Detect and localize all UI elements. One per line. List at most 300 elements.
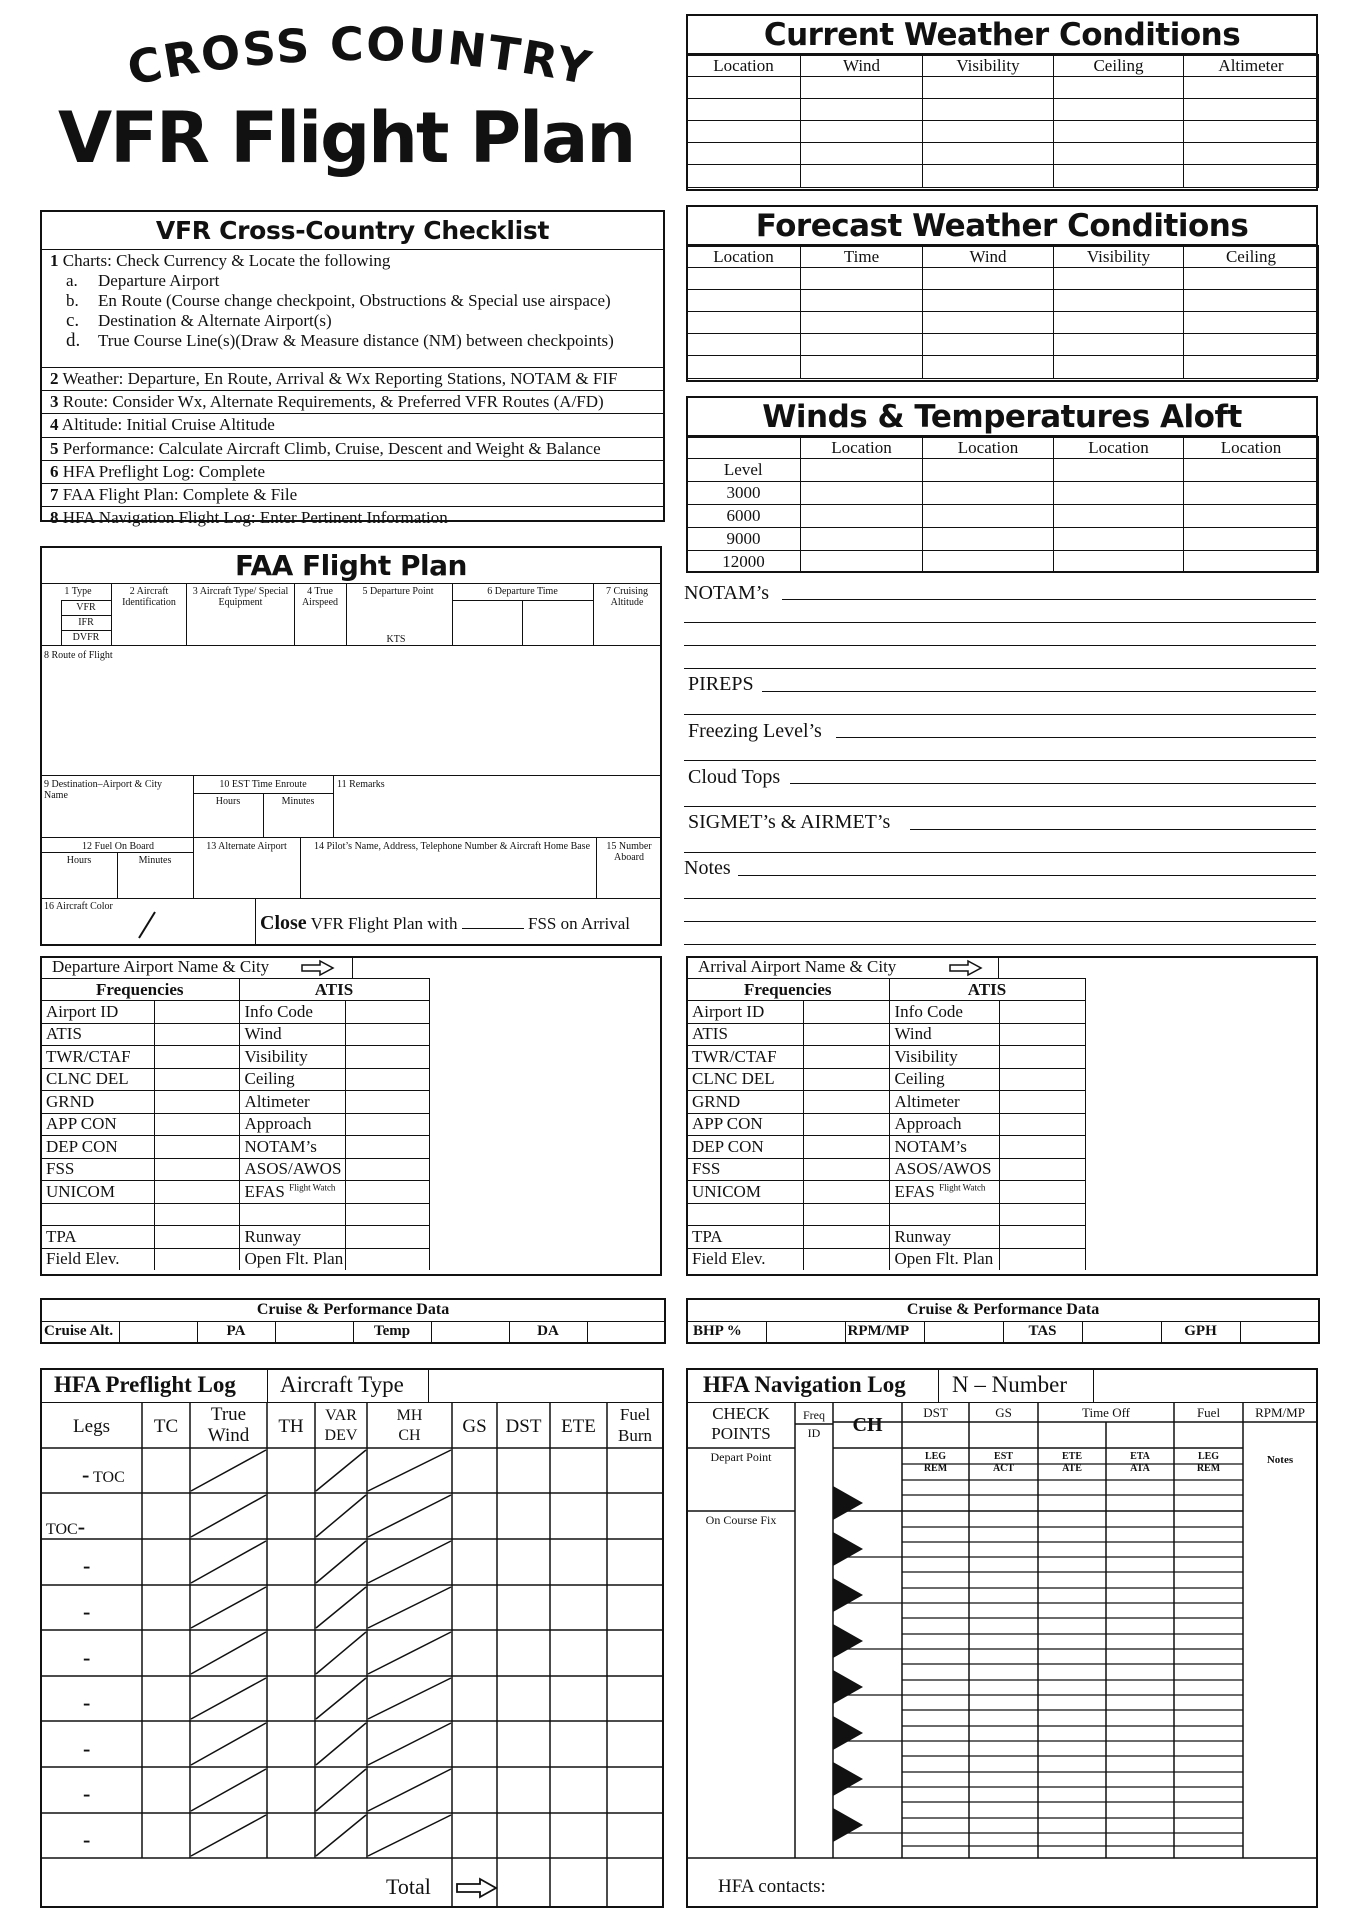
frequencies-header: Frequencies bbox=[41, 979, 239, 1001]
atis-value[interactable] bbox=[345, 1136, 429, 1159]
col-header: Location bbox=[801, 437, 923, 459]
freq-value[interactable] bbox=[803, 1226, 889, 1249]
field-type-label: 1 Type bbox=[64, 586, 92, 597]
col-th: TH bbox=[278, 1416, 304, 1437]
col-header bbox=[687, 437, 801, 459]
col-gs: GS bbox=[995, 1405, 1012, 1420]
sigmets-line[interactable] bbox=[910, 829, 1316, 830]
cruise-value[interactable] bbox=[766, 1321, 845, 1343]
sub-ete-ate: ETE ATE bbox=[1061, 1451, 1082, 1474]
cell[interactable] bbox=[1054, 99, 1184, 121]
cruise-value[interactable] bbox=[1240, 1321, 1319, 1343]
col-ch: CH bbox=[852, 1414, 883, 1436]
col-header: Wind bbox=[801, 55, 923, 77]
total-label: Total bbox=[386, 1874, 431, 1899]
freq-value[interactable] bbox=[154, 1091, 239, 1114]
cell[interactable] bbox=[1184, 143, 1319, 165]
cell[interactable] bbox=[687, 290, 801, 312]
cell[interactable] bbox=[1184, 356, 1319, 379]
checklist-item: 6 HFA Preflight Log: Complete bbox=[42, 461, 663, 484]
sub-eta-ata: ETA ATA bbox=[1130, 1451, 1150, 1474]
cell[interactable] bbox=[1184, 551, 1319, 573]
cell[interactable] bbox=[1054, 356, 1184, 379]
sub-leg-rem: LEG REM bbox=[1196, 1451, 1221, 1474]
cloud-tops-line[interactable] bbox=[684, 806, 1316, 807]
atis-label: Info Code bbox=[889, 1001, 999, 1024]
atis-label: Altimeter bbox=[239, 1091, 345, 1114]
atis-label: Ceiling bbox=[889, 1068, 999, 1091]
cell[interactable] bbox=[1054, 334, 1184, 356]
cruise-value[interactable] bbox=[587, 1321, 665, 1343]
level-value: 12000 bbox=[687, 551, 801, 573]
cell[interactable] bbox=[801, 528, 923, 551]
cell[interactable] bbox=[923, 268, 1054, 290]
notes-line[interactable] bbox=[738, 875, 1316, 876]
col-fuel-burn: Fuel Burn bbox=[618, 1405, 652, 1445]
notams-line[interactable] bbox=[684, 645, 1316, 646]
preflight-grid bbox=[41, 1402, 663, 1907]
freq-value[interactable] bbox=[803, 1181, 889, 1204]
col-true-wind: True Wind bbox=[207, 1404, 250, 1446]
cell[interactable] bbox=[1054, 551, 1184, 573]
sigmets-label: SIGMET’s & AIRMET’s bbox=[688, 811, 891, 833]
cell[interactable] bbox=[923, 356, 1054, 379]
field-departure-time[interactable]: 6 Departure Time bbox=[487, 586, 558, 597]
cell[interactable] bbox=[801, 459, 923, 482]
atis-value[interactable] bbox=[999, 1046, 1085, 1069]
type-vfr[interactable]: VFR bbox=[76, 602, 96, 613]
atis-value[interactable] bbox=[999, 1023, 1085, 1046]
freq-label: Airport ID bbox=[687, 1001, 803, 1024]
cell[interactable] bbox=[1184, 528, 1319, 551]
atis-label: NOTAM’s bbox=[239, 1136, 345, 1159]
field-route-of-flight[interactable]: 8 Route of Flight bbox=[44, 650, 113, 661]
cruise-label: Temp bbox=[353, 1321, 431, 1343]
freq-label: ATIS bbox=[687, 1023, 803, 1046]
cell[interactable] bbox=[687, 143, 801, 165]
cell[interactable] bbox=[801, 165, 923, 188]
cell[interactable] bbox=[1054, 505, 1184, 528]
faa-title: FAA Flight Plan bbox=[42, 548, 660, 584]
cruise-value[interactable] bbox=[119, 1321, 197, 1343]
cell[interactable] bbox=[1054, 143, 1184, 165]
cell[interactable] bbox=[923, 505, 1054, 528]
field-destination[interactable]: 9 Destination–Airport & City Name bbox=[44, 779, 163, 801]
field-remarks[interactable]: 11 Remarks bbox=[337, 779, 385, 790]
departure-freq-table bbox=[41, 978, 430, 1270]
cell[interactable] bbox=[923, 143, 1054, 165]
leg-dash: - bbox=[83, 1781, 91, 1806]
field-number-aboard[interactable]: 15 Number Aboard bbox=[606, 841, 652, 863]
freq-label: TWR/CTAF bbox=[687, 1046, 803, 1069]
atis-value[interactable] bbox=[999, 1181, 1085, 1204]
depart-point-label: Depart Point bbox=[710, 1450, 772, 1464]
cell[interactable] bbox=[1184, 121, 1319, 143]
freq-value[interactable] bbox=[803, 1001, 889, 1024]
cell[interactable] bbox=[801, 268, 923, 290]
leg-dash: - bbox=[83, 1553, 91, 1578]
freq-value[interactable] bbox=[803, 1091, 889, 1114]
cruise-label: GPH bbox=[1161, 1321, 1240, 1343]
col-time-off: Time Off bbox=[1081, 1405, 1131, 1420]
atis-label: Approach bbox=[239, 1113, 345, 1136]
atis-value[interactable] bbox=[999, 1226, 1085, 1249]
freq-label: APP CON bbox=[41, 1113, 154, 1136]
cell[interactable] bbox=[1054, 290, 1184, 312]
aircraft-type-label[interactable]: Aircraft Type bbox=[280, 1372, 404, 1397]
atis-value[interactable] bbox=[999, 1248, 1085, 1270]
atis-label: EFAS $^{Flight Watch}$ bbox=[889, 1181, 999, 1204]
cell[interactable] bbox=[1184, 99, 1319, 121]
winds-aloft-table bbox=[686, 436, 1319, 573]
svg-text:CROSS COUNTRY: CROSS COUNTRY bbox=[122, 20, 598, 96]
checklist-item: 4 Altitude: Initial Cruise Altitude bbox=[42, 414, 663, 437]
cruise-label: BHP % bbox=[687, 1321, 766, 1343]
atis-label: Visibility bbox=[889, 1046, 999, 1069]
cell[interactable] bbox=[687, 356, 801, 379]
atis-label: ASOS/AWOS bbox=[239, 1158, 345, 1181]
freq-label: APP CON bbox=[687, 1113, 803, 1136]
freq-value[interactable] bbox=[154, 1023, 239, 1046]
preflight-title: HFA Preflight Log bbox=[54, 1372, 236, 1397]
field-fuel-on-board[interactable]: 12 Fuel On Board bbox=[82, 841, 154, 852]
atis-value[interactable] bbox=[999, 1113, 1085, 1136]
col-header: Visibility bbox=[923, 55, 1054, 77]
checklist-item-1: 1 Charts: Check Currency & Locate the following a. Departure Airport b. En Route (Course change checkpoint, Obstructions & Special use airspace) c. Destination & Alternate Airport(s) d. True Course Line(s)(Draw & Measure distance (NM) between checkpoints) bbox=[42, 250, 663, 368]
freq-value[interactable] bbox=[154, 1203, 239, 1226]
field-alternate-airport[interactable]: 13 Alternate Airport bbox=[206, 841, 287, 852]
atis-value[interactable] bbox=[999, 1158, 1085, 1181]
level-value: 3000 bbox=[687, 482, 801, 505]
freezing-level-line[interactable] bbox=[836, 737, 1316, 738]
atis-value[interactable] bbox=[345, 1248, 429, 1270]
cell[interactable] bbox=[923, 482, 1054, 505]
atis-value[interactable] bbox=[345, 1046, 429, 1069]
atis-value[interactable] bbox=[999, 1068, 1085, 1091]
leg-dash: - bbox=[83, 1645, 91, 1670]
leg-dash: - bbox=[83, 1827, 91, 1852]
freq-value[interactable] bbox=[803, 1046, 889, 1069]
cell[interactable] bbox=[1054, 528, 1184, 551]
type-ifr[interactable]: IFR bbox=[78, 617, 94, 628]
cloud-tops-label: Cloud Tops bbox=[688, 766, 781, 788]
notams-line[interactable] bbox=[684, 668, 1316, 669]
atis-label: ASOS/AWOS bbox=[889, 1158, 999, 1181]
slash-mark bbox=[135, 910, 159, 940]
cell[interactable] bbox=[801, 482, 923, 505]
hours-label: Hours bbox=[66, 855, 92, 866]
freq-label: TPA bbox=[687, 1226, 803, 1249]
freq-value[interactable] bbox=[803, 1136, 889, 1159]
notes-line[interactable] bbox=[684, 944, 1316, 945]
cell[interactable] bbox=[923, 121, 1054, 143]
freq-label: ATIS bbox=[41, 1023, 154, 1046]
freq-value[interactable] bbox=[803, 1068, 889, 1091]
col-tc: TC bbox=[153, 1416, 179, 1437]
col-header: Location bbox=[687, 55, 801, 77]
hfa-contacts-label: HFA contacts: bbox=[718, 1876, 826, 1897]
leg-toc: - TOC bbox=[82, 1462, 125, 1487]
cell[interactable] bbox=[801, 505, 923, 528]
field-aircraft-type[interactable]: 3 Aircraft Type/ Special Equipment bbox=[192, 586, 289, 608]
freq-label: Field Elev. bbox=[687, 1248, 803, 1270]
freq-value[interactable] bbox=[803, 1113, 889, 1136]
freq-value[interactable] bbox=[154, 1181, 239, 1204]
frequencies-header: Frequencies bbox=[687, 979, 889, 1001]
cell[interactable] bbox=[1054, 268, 1184, 290]
cell[interactable] bbox=[687, 77, 801, 99]
cell[interactable] bbox=[923, 99, 1054, 121]
cell[interactable] bbox=[1184, 482, 1319, 505]
cell[interactable] bbox=[1054, 312, 1184, 334]
atis-value[interactable] bbox=[345, 1091, 429, 1114]
cruise-value[interactable] bbox=[924, 1321, 1003, 1343]
col-gs: GS bbox=[462, 1416, 487, 1437]
cell[interactable] bbox=[801, 551, 923, 573]
atis-value[interactable] bbox=[345, 1113, 429, 1136]
field-cruising-altitude[interactable]: 7 Cruising Altitude bbox=[606, 586, 648, 608]
checklist-title: VFR Cross-Country Checklist bbox=[42, 212, 663, 250]
atis-label: Info Code bbox=[239, 1001, 345, 1024]
freezing-level-label: Freezing Level’s bbox=[688, 720, 822, 742]
navlog-grid bbox=[687, 1402, 1317, 1907]
cruise-data-right bbox=[686, 1298, 1320, 1344]
cell[interactable] bbox=[1184, 77, 1319, 99]
cloud-tops-line[interactable] bbox=[790, 783, 1316, 784]
winds-aloft-title: Winds & Temperatures Aloft bbox=[688, 398, 1316, 438]
cruise-label: Cruise Alt. bbox=[41, 1321, 119, 1343]
cell[interactable] bbox=[687, 121, 801, 143]
field-pilot-info[interactable]: 14 Pilot’s Name, Address, Telephone Number & Aircraft Home Base bbox=[314, 841, 591, 852]
cruise-value[interactable] bbox=[275, 1321, 353, 1343]
hours-label: Hours bbox=[215, 796, 241, 807]
atis-value[interactable] bbox=[999, 1136, 1085, 1159]
atis-label: Open Flt. Plan bbox=[889, 1248, 999, 1270]
cell[interactable] bbox=[687, 99, 801, 121]
col-freq-id: Freq ID bbox=[803, 1408, 825, 1440]
notams-line[interactable] bbox=[684, 622, 1316, 623]
cell[interactable] bbox=[1054, 459, 1184, 482]
freq-label: GRND bbox=[687, 1091, 803, 1114]
col-check-points: CHECK POINTS bbox=[711, 1404, 771, 1443]
freq-label: UNICOM bbox=[687, 1181, 803, 1204]
on-course-fix-label: On Course Fix bbox=[705, 1513, 777, 1527]
notes-label: Notes bbox=[1266, 1454, 1294, 1466]
pireps-line[interactable] bbox=[684, 714, 1316, 715]
cell[interactable] bbox=[923, 290, 1054, 312]
freq-label: FSS bbox=[41, 1158, 154, 1181]
atis-value[interactable] bbox=[999, 1203, 1085, 1226]
notes-label: Notes bbox=[684, 857, 731, 879]
cell[interactable] bbox=[801, 143, 923, 165]
leg-dash: - bbox=[83, 1599, 91, 1624]
arrow-right-icon bbox=[300, 959, 336, 977]
cell[interactable] bbox=[923, 528, 1054, 551]
cruise-title: Cruise & Performance Data bbox=[41, 1299, 665, 1321]
freq-value[interactable] bbox=[154, 1113, 239, 1136]
field-departure-point[interactable]: 5 Departure Point bbox=[362, 586, 434, 597]
checklist-items bbox=[42, 368, 663, 529]
atis-label: Open Flt. Plan bbox=[239, 1248, 345, 1270]
cell[interactable] bbox=[1184, 334, 1319, 356]
atis-value[interactable] bbox=[345, 1158, 429, 1181]
atis-label: EFAS $^{Flight Watch}$ bbox=[239, 1181, 345, 1204]
atis-value[interactable] bbox=[345, 1181, 429, 1204]
cell[interactable] bbox=[1054, 77, 1184, 99]
col-header: Location bbox=[1184, 437, 1319, 459]
cruise-label: PA bbox=[197, 1321, 275, 1343]
atis-label: Wind bbox=[889, 1023, 999, 1046]
current-weather-title: Current Weather Conditions bbox=[688, 16, 1316, 56]
cell[interactable] bbox=[1054, 121, 1184, 143]
freq-value[interactable] bbox=[154, 1136, 239, 1159]
minutes-label: Minutes bbox=[281, 796, 315, 807]
arrow-right-icon bbox=[948, 959, 984, 977]
departure-title: Departure Airport Name & City bbox=[52, 957, 270, 976]
cruise-data-left bbox=[40, 1298, 666, 1344]
freq-value[interactable] bbox=[803, 1248, 889, 1270]
cell[interactable] bbox=[1184, 290, 1319, 312]
checklist-item: 8 HFA Navigation Flight Log: Enter Pertinent Information bbox=[50, 508, 448, 528]
freezing-level-line[interactable] bbox=[684, 760, 1316, 761]
atis-value[interactable] bbox=[345, 1023, 429, 1046]
cell[interactable] bbox=[801, 334, 923, 356]
freq-value[interactable] bbox=[154, 1001, 239, 1024]
sigmets-line[interactable] bbox=[684, 852, 1316, 853]
freq-label: TPA bbox=[41, 1226, 154, 1249]
field-aircraft-color[interactable]: 16 Aircraft Color bbox=[44, 901, 113, 912]
atis-value[interactable] bbox=[999, 1091, 1085, 1114]
cell[interactable] bbox=[1054, 482, 1184, 505]
cruise-label: DA bbox=[509, 1321, 587, 1343]
level-label: Level bbox=[687, 459, 801, 482]
forecast-weather-table bbox=[686, 245, 1319, 379]
atis-label: Ceiling bbox=[239, 1068, 345, 1091]
kts-label: KTS bbox=[386, 634, 406, 645]
pireps-line[interactable] bbox=[762, 691, 1316, 692]
freq-value[interactable] bbox=[154, 1068, 239, 1091]
cell[interactable] bbox=[687, 312, 801, 334]
field-aircraft-id[interactable]: 2 Aircraft Identification bbox=[122, 586, 176, 608]
atis-value[interactable] bbox=[345, 1001, 429, 1024]
atis-label: Approach bbox=[889, 1113, 999, 1136]
col-header: Visibility bbox=[1054, 246, 1184, 268]
arrival-freq-table bbox=[687, 978, 1086, 1270]
leg-dash: - bbox=[83, 1690, 91, 1715]
cell[interactable] bbox=[923, 77, 1054, 99]
atis-value[interactable] bbox=[345, 1226, 429, 1249]
level-value: 6000 bbox=[687, 505, 801, 528]
cell[interactable] bbox=[801, 290, 923, 312]
cell[interactable] bbox=[1184, 268, 1319, 290]
freq-label bbox=[41, 1203, 154, 1226]
atis-label: Runway bbox=[239, 1226, 345, 1249]
atis-value[interactable] bbox=[999, 1001, 1085, 1024]
col-legs: Legs bbox=[73, 1416, 110, 1437]
atis-value[interactable] bbox=[345, 1203, 429, 1226]
cell[interactable] bbox=[801, 312, 923, 334]
cell[interactable] bbox=[923, 334, 1054, 356]
n-number-label[interactable]: N – Number bbox=[952, 1372, 1067, 1397]
pireps-label: PIREPS bbox=[688, 673, 754, 695]
col-rpm-mp: RPM/MP bbox=[1255, 1405, 1305, 1420]
freq-value[interactable] bbox=[803, 1023, 889, 1046]
col-header: Ceiling bbox=[1054, 55, 1184, 77]
cruise-value[interactable] bbox=[431, 1321, 509, 1343]
notes-line[interactable] bbox=[684, 898, 1316, 899]
atis-label bbox=[239, 1203, 345, 1226]
cell[interactable] bbox=[1184, 165, 1319, 188]
cell[interactable] bbox=[687, 334, 801, 356]
level-value: 9000 bbox=[687, 528, 801, 551]
checklist-item: 7 FAA Flight Plan: Complete & File bbox=[42, 484, 663, 507]
freq-value[interactable] bbox=[803, 1158, 889, 1181]
col-header: Location bbox=[687, 246, 801, 268]
col-dst: DST bbox=[923, 1405, 948, 1420]
cell[interactable] bbox=[1054, 165, 1184, 188]
leg-toc: TOC- bbox=[46, 1514, 86, 1539]
freq-value[interactable] bbox=[803, 1203, 889, 1226]
atis-header: ATIS bbox=[889, 979, 1085, 1001]
freq-label: CLNC DEL bbox=[687, 1068, 803, 1091]
notes-line[interactable] bbox=[684, 921, 1316, 922]
col-fuel: Fuel bbox=[1196, 1405, 1221, 1420]
cell[interactable] bbox=[801, 121, 923, 143]
minutes-label: Minutes bbox=[138, 855, 172, 866]
cruise-label: TAS bbox=[1003, 1321, 1082, 1343]
current-weather-table bbox=[686, 54, 1319, 188]
atis-header: ATIS bbox=[239, 979, 429, 1001]
freq-value[interactable] bbox=[154, 1226, 239, 1249]
freq-label: DEP CON bbox=[41, 1136, 154, 1159]
checklist-item: 2 Weather: Departure, En Route, Arrival & Wx Reporting Stations, NOTAM & FIF bbox=[42, 368, 663, 391]
freq-value[interactable] bbox=[154, 1158, 239, 1181]
checklist-item: 3 Route: Consider Wx, Alternate Requirements, & Preferred VFR Routes (A/FD) bbox=[42, 391, 663, 414]
atis-label: Altimeter bbox=[889, 1091, 999, 1114]
cell[interactable] bbox=[1184, 459, 1319, 482]
freq-label: GRND bbox=[41, 1091, 154, 1114]
cell[interactable] bbox=[1184, 505, 1319, 528]
cell[interactable] bbox=[923, 312, 1054, 334]
cell[interactable] bbox=[687, 165, 801, 188]
field-est-time[interactable]: 10 EST Time Enroute bbox=[219, 779, 307, 790]
cell[interactable] bbox=[687, 268, 801, 290]
freq-value[interactable] bbox=[154, 1046, 239, 1069]
cell[interactable] bbox=[801, 356, 923, 379]
atis-value[interactable] bbox=[345, 1068, 429, 1091]
cell[interactable] bbox=[923, 459, 1054, 482]
col-dst: DST bbox=[505, 1416, 542, 1437]
freq-label: Airport ID bbox=[41, 1001, 154, 1024]
freq-label: TWR/CTAF bbox=[41, 1046, 154, 1069]
atis-label: Runway bbox=[889, 1226, 999, 1249]
cell[interactable] bbox=[923, 551, 1054, 573]
preflight-header bbox=[41, 1404, 663, 1450]
cell[interactable] bbox=[801, 77, 923, 99]
navlog-title: HFA Navigation Log bbox=[703, 1372, 906, 1397]
cell[interactable] bbox=[801, 99, 923, 121]
field-true-airspeed[interactable]: 4 True Airspeed bbox=[301, 586, 339, 608]
cell[interactable] bbox=[1184, 312, 1319, 334]
freq-label: FSS bbox=[687, 1158, 803, 1181]
checklist-item: 5 Performance: Calculate Aircraft Climb, Cruise, Descent and Weight & Balance bbox=[42, 438, 663, 461]
notams-line[interactable] bbox=[782, 599, 1316, 600]
cell[interactable] bbox=[923, 165, 1054, 188]
freq-label: UNICOM bbox=[41, 1181, 154, 1204]
freq-value[interactable] bbox=[154, 1248, 239, 1270]
type-dvfr[interactable]: DVFR bbox=[72, 632, 100, 643]
cruise-value[interactable] bbox=[1082, 1321, 1161, 1343]
